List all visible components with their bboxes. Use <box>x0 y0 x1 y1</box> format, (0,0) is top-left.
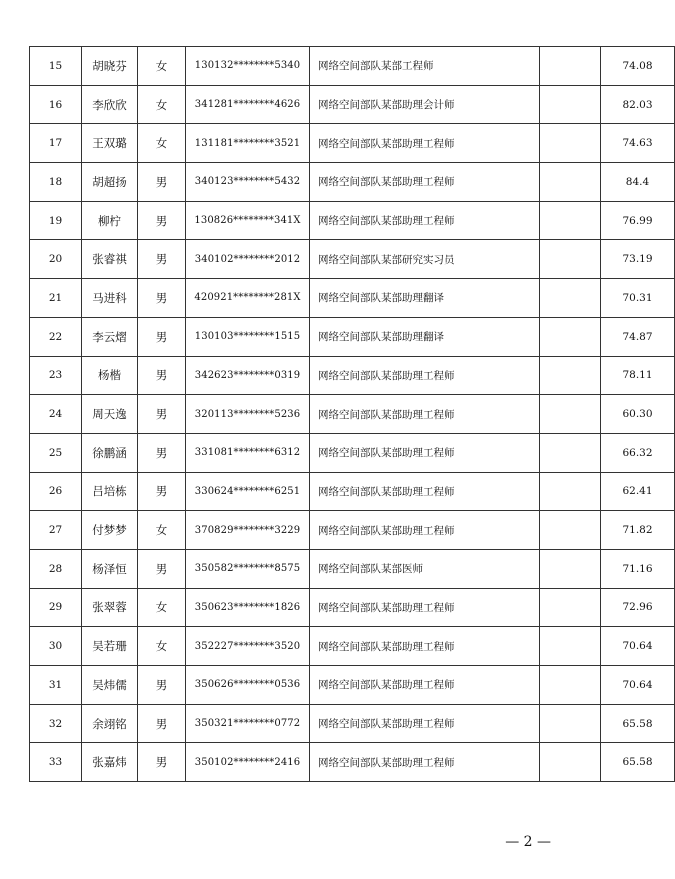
gender-cell: 女 <box>138 124 186 163</box>
row-number-cell: 26 <box>30 472 82 511</box>
row-number-cell: 22 <box>30 317 82 356</box>
name-cell: 胡晓芬 <box>82 47 138 86</box>
name-cell: 张嘉炜 <box>82 743 138 782</box>
table-row <box>30 47 675 86</box>
position-cell: 网络空间部队某部助理工程师 <box>310 433 540 472</box>
blank-cell <box>540 549 601 588</box>
table-row <box>30 549 675 588</box>
name-cell: 王双璐 <box>82 124 138 163</box>
score-cell: 72.96 <box>601 588 675 627</box>
blank-cell <box>540 395 601 434</box>
table-row <box>30 627 675 666</box>
name-cell: 李欣欣 <box>82 85 138 124</box>
name-cell: 余翊铭 <box>82 704 138 743</box>
position-cell: 网络空间部队某部助理工程师 <box>310 627 540 666</box>
row-number-cell: 31 <box>30 666 82 705</box>
position-cell: 网络空间部队某部助理工程师 <box>310 163 540 202</box>
row-number-cell: 27 <box>30 511 82 550</box>
id-number-cell: 130132********5340 <box>186 47 310 86</box>
table-row <box>30 588 675 627</box>
name-cell: 马进科 <box>82 279 138 318</box>
row-number-cell: 21 <box>30 279 82 318</box>
id-number-cell: 340123********5432 <box>186 163 310 202</box>
table-row <box>30 743 675 782</box>
score-cell: 84.4 <box>601 163 675 202</box>
score-cell: 74.87 <box>601 317 675 356</box>
score-cell: 74.63 <box>601 124 675 163</box>
id-number-cell: 420921********281X <box>186 279 310 318</box>
gender-cell: 男 <box>138 279 186 318</box>
position-cell: 网络空间部队某部助理工程师 <box>310 743 540 782</box>
blank-cell <box>540 588 601 627</box>
blank-cell <box>540 201 601 240</box>
row-number-cell: 30 <box>30 627 82 666</box>
id-number-cell: 370829********3229 <box>186 511 310 550</box>
id-number-cell: 352227********3520 <box>186 627 310 666</box>
name-cell: 李云熠 <box>82 317 138 356</box>
blank-cell <box>540 472 601 511</box>
blank-cell <box>540 317 601 356</box>
name-cell: 付梦梦 <box>82 511 138 550</box>
gender-cell: 男 <box>138 743 186 782</box>
gender-cell: 女 <box>138 47 186 86</box>
table-row <box>30 511 675 550</box>
id-number-cell: 350321********0772 <box>186 704 310 743</box>
blank-cell <box>540 743 601 782</box>
position-cell: 网络空间部队某部助理会计师 <box>310 85 540 124</box>
name-cell: 周天逸 <box>82 395 138 434</box>
score-cell: 71.82 <box>601 511 675 550</box>
gender-cell: 女 <box>138 627 186 666</box>
gender-cell: 男 <box>138 240 186 279</box>
id-number-cell: 130826********341X <box>186 201 310 240</box>
gender-cell: 男 <box>138 549 186 588</box>
position-cell: 网络空间部队某部工程师 <box>310 47 540 86</box>
score-cell: 71.16 <box>601 549 675 588</box>
score-cell: 78.11 <box>601 356 675 395</box>
blank-cell <box>540 85 601 124</box>
score-cell: 82.03 <box>601 85 675 124</box>
score-cell: 62.41 <box>601 472 675 511</box>
table-row <box>30 472 675 511</box>
position-cell: 网络空间部队某部医师 <box>310 549 540 588</box>
table-row <box>30 201 675 240</box>
row-number-cell: 16 <box>30 85 82 124</box>
candidate-table-body <box>30 47 675 782</box>
table-row <box>30 666 675 705</box>
row-number-cell: 32 <box>30 704 82 743</box>
blank-cell <box>540 47 601 86</box>
name-cell: 胡超扬 <box>82 163 138 202</box>
gender-cell: 男 <box>138 201 186 240</box>
name-cell: 张翠蓉 <box>82 588 138 627</box>
id-number-cell: 131181********3521 <box>186 124 310 163</box>
score-cell: 65.58 <box>601 743 675 782</box>
id-number-cell: 331081********6312 <box>186 433 310 472</box>
row-number-cell: 20 <box>30 240 82 279</box>
name-cell: 杨楷 <box>82 356 138 395</box>
table-row <box>30 279 675 318</box>
candidate-table <box>29 46 675 782</box>
table-row <box>30 240 675 279</box>
name-cell: 吴炜儒 <box>82 666 138 705</box>
id-number-cell: 350582********8575 <box>186 549 310 588</box>
gender-cell: 男 <box>138 356 186 395</box>
position-cell: 网络空间部队某部助理工程师 <box>310 511 540 550</box>
id-number-cell: 130103********1515 <box>186 317 310 356</box>
name-cell: 柳柠 <box>82 201 138 240</box>
name-cell: 杨泽恒 <box>82 549 138 588</box>
row-number-cell: 17 <box>30 124 82 163</box>
name-cell: 张睿祺 <box>82 240 138 279</box>
table-row <box>30 704 675 743</box>
blank-cell <box>540 433 601 472</box>
gender-cell: 男 <box>138 163 186 202</box>
table-row <box>30 85 675 124</box>
gender-cell: 男 <box>138 666 186 705</box>
position-cell: 网络空间部队某部助理工程师 <box>310 201 540 240</box>
blank-cell <box>540 356 601 395</box>
position-cell: 网络空间部队某部助理工程师 <box>310 356 540 395</box>
table-row <box>30 395 675 434</box>
position-cell: 网络空间部队某部研究实习员 <box>310 240 540 279</box>
name-cell: 徐鹏涵 <box>82 433 138 472</box>
position-cell: 网络空间部队某部助理工程师 <box>310 472 540 511</box>
blank-cell <box>540 511 601 550</box>
blank-cell <box>540 627 601 666</box>
score-cell: 65.58 <box>601 704 675 743</box>
row-number-cell: 29 <box>30 588 82 627</box>
id-number-cell: 341281********4626 <box>186 85 310 124</box>
gender-cell: 女 <box>138 588 186 627</box>
score-cell: 66.32 <box>601 433 675 472</box>
id-number-cell: 350623********1826 <box>186 588 310 627</box>
score-cell: 70.64 <box>601 627 675 666</box>
position-cell: 网络空间部队某部助理翻译 <box>310 279 540 318</box>
gender-cell: 男 <box>138 704 186 743</box>
position-cell: 网络空间部队某部助理工程师 <box>310 124 540 163</box>
score-cell: 70.64 <box>601 666 675 705</box>
score-cell: 70.31 <box>601 279 675 318</box>
position-cell: 网络空间部队某部助理工程师 <box>310 395 540 434</box>
id-number-cell: 350102********2416 <box>186 743 310 782</box>
table-row <box>30 356 675 395</box>
score-cell: 76.99 <box>601 201 675 240</box>
gender-cell: 男 <box>138 433 186 472</box>
row-number-cell: 19 <box>30 201 82 240</box>
table-row <box>30 317 675 356</box>
id-number-cell: 340102********2012 <box>186 240 310 279</box>
id-number-cell: 330624********6251 <box>186 472 310 511</box>
row-number-cell: 28 <box>30 549 82 588</box>
position-cell: 网络空间部队某部助理工程师 <box>310 704 540 743</box>
row-number-cell: 23 <box>30 356 82 395</box>
row-number-cell: 24 <box>30 395 82 434</box>
gender-cell: 女 <box>138 85 186 124</box>
gender-cell: 男 <box>138 472 186 511</box>
position-cell: 网络空间部队某部助理工程师 <box>310 588 540 627</box>
blank-cell <box>540 240 601 279</box>
id-number-cell: 320113********5236 <box>186 395 310 434</box>
gender-cell: 男 <box>138 317 186 356</box>
name-cell: 吴若珊 <box>82 627 138 666</box>
score-cell: 73.19 <box>601 240 675 279</box>
row-number-cell: 25 <box>30 433 82 472</box>
name-cell: 吕培栋 <box>82 472 138 511</box>
blank-cell <box>540 124 601 163</box>
blank-cell <box>540 704 601 743</box>
gender-cell: 女 <box>138 511 186 550</box>
blank-cell <box>540 666 601 705</box>
score-cell: 60.30 <box>601 395 675 434</box>
table-row <box>30 433 675 472</box>
blank-cell <box>540 279 601 318</box>
row-number-cell: 18 <box>30 163 82 202</box>
position-cell: 网络空间部队某部助理翻译 <box>310 317 540 356</box>
page-number: — 2 — <box>505 834 551 850</box>
gender-cell: 男 <box>138 395 186 434</box>
table-row <box>30 124 675 163</box>
blank-cell <box>540 163 601 202</box>
position-cell: 网络空间部队某部助理工程师 <box>310 666 540 705</box>
id-number-cell: 342623********0319 <box>186 356 310 395</box>
score-cell: 74.08 <box>601 47 675 86</box>
table-row <box>30 163 675 202</box>
id-number-cell: 350626********0536 <box>186 666 310 705</box>
row-number-cell: 15 <box>30 47 82 86</box>
row-number-cell: 33 <box>30 743 82 782</box>
